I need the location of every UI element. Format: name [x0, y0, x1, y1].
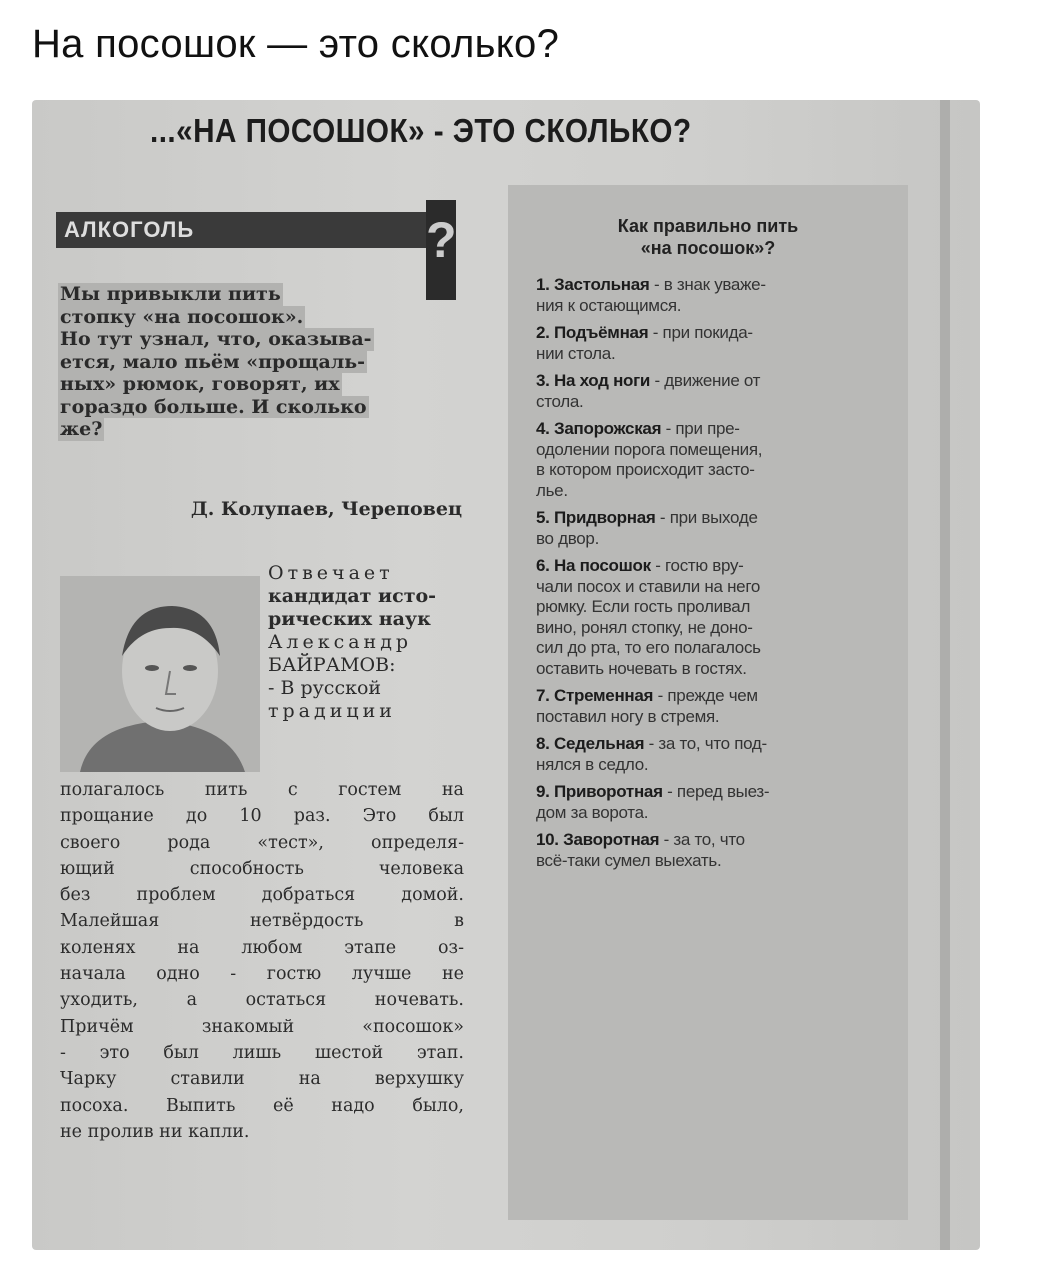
item-line: вино, ронял стопку, не доно-: [536, 617, 753, 637]
item-line: сил до рта, то его полагалось: [536, 638, 761, 657]
body-line: коленях на любом этапе оз-: [60, 937, 464, 958]
item-line: стола.: [536, 391, 584, 411]
body-line: ющий способность человека: [60, 858, 464, 879]
item-number: 10.: [536, 830, 559, 849]
item-first-line: [536, 830, 906, 851]
item-text: - прежде чем: [653, 686, 758, 705]
question-line: Но тут узнал, что, оказыва-: [60, 328, 372, 350]
item-number: 5.: [536, 508, 550, 527]
item-first-line: [536, 556, 906, 577]
item-text: - за то, что под-: [644, 734, 767, 753]
rubric-label: АЛКОГОЛЬ: [56, 212, 426, 248]
item-text: - при пре-: [661, 419, 740, 438]
post-title: На посошок — это сколько?: [32, 22, 560, 66]
item-line: ния к остающимся.: [536, 295, 682, 315]
body-line: прощание до 10 раз. Это был: [60, 806, 464, 827]
intro-line: традиции: [268, 700, 396, 722]
expert-photo: [60, 576, 260, 772]
item-line: во двор.: [536, 528, 600, 548]
body-line: без проблем добраться домой.: [60, 885, 464, 906]
item-line: лье.: [536, 480, 568, 500]
item-first-line: [536, 371, 906, 392]
intro-line: Александр: [268, 631, 413, 653]
list-item: [536, 419, 906, 501]
intro-line: кандидат исто-: [268, 585, 437, 607]
item-number: 9.: [536, 782, 550, 801]
list-item: [536, 686, 906, 727]
item-text: - в знак уваже-: [649, 275, 766, 294]
item-first-line: [536, 275, 906, 296]
body-line: начала одно - гостю лучше не: [60, 964, 464, 985]
item-name: Стременная: [554, 686, 654, 705]
question-mark-icon: ?: [426, 200, 456, 300]
item-text: - при выходе: [655, 508, 758, 527]
item-number: 6.: [536, 556, 550, 575]
item-name: Приворотная: [554, 782, 663, 801]
intro-line: Отвечает: [268, 562, 394, 584]
body-line: своего рода «тест», определя-: [60, 832, 464, 853]
item-line: оставить ночевать в гостях.: [536, 658, 747, 678]
item-text: - движение от: [650, 371, 761, 390]
list-item: [536, 323, 906, 364]
item-first-line: [536, 508, 906, 529]
item-name: На ход ноги: [554, 371, 651, 390]
item-name: Подъёмная: [554, 323, 649, 342]
item-first-line: [536, 323, 906, 344]
body-line: Причём знакомый «посошок»: [60, 1016, 464, 1037]
item-number: 2.: [536, 323, 550, 342]
item-name: Придворная: [554, 508, 656, 527]
item-line: в котором происходит засто-: [536, 460, 755, 479]
item-first-line: [536, 782, 906, 803]
item-first-line: [536, 686, 906, 707]
list-item: [536, 275, 906, 316]
item-number: 4.: [536, 419, 550, 438]
list-item: [536, 830, 906, 871]
question-line: ных» рюмок, говорят, их: [60, 373, 340, 395]
question-line-wrap: [58, 283, 460, 306]
body-line: Чарку ставили на верхушку: [60, 1069, 464, 1090]
sidebar-title-line: «на посошок»?: [640, 238, 776, 258]
question-author: Д. Колупаев, Череповец: [190, 498, 462, 520]
body-line: посоха. Выпить её надо было,: [60, 1095, 464, 1116]
list-item: [536, 371, 906, 412]
question-line-wrap: [58, 351, 460, 374]
sidebar-box: [508, 185, 908, 1220]
question-line: ется, мало пьём «прощаль-: [60, 350, 365, 373]
item-text: - перед выез-: [662, 782, 770, 801]
item-first-line: [536, 419, 906, 440]
item-number: 7.: [536, 686, 550, 705]
item-name: Запорожская: [554, 419, 662, 438]
item-line: дом за ворота.: [536, 802, 649, 822]
question-line-wrap: [58, 396, 460, 419]
list-item: [536, 782, 906, 823]
body-line: не пролив ни капли.: [60, 1121, 250, 1142]
item-number: 1.: [536, 275, 550, 294]
article-body: [60, 777, 464, 1145]
question-line-wrap: [58, 418, 460, 441]
toast-list: [536, 275, 906, 871]
question-line: стопку «на посошок».: [60, 305, 304, 328]
item-name: Заворотная: [563, 830, 660, 849]
reader-question: [58, 283, 460, 441]
body-line: - это был лишь шестой этап.: [60, 1042, 464, 1063]
item-first-line: [536, 734, 906, 755]
body-line: Малейшая нетвёрдость в: [60, 911, 464, 932]
item-line: нялся в седло.: [536, 754, 649, 774]
list-item: [536, 734, 906, 775]
item-line: нии стола.: [536, 343, 616, 363]
item-line: рюмку. Если гость проливал: [536, 597, 751, 616]
question-line: гораздо больше. И сколько: [60, 395, 367, 418]
sidebar-title-line: Как правильно пить: [617, 216, 799, 236]
list-item: [536, 508, 906, 549]
intro-line: БАЙРАМОВ:: [268, 654, 396, 676]
sidebar-title: [508, 215, 908, 259]
newspaper-clipping: [32, 100, 980, 1250]
expert-intro: [268, 562, 466, 723]
list-item: [536, 556, 906, 679]
body-line: уходить, а остаться ночевать.: [60, 990, 464, 1011]
item-line: всё-таки сумел выехать.: [536, 850, 722, 870]
body-line: полагалось пить с гостем на: [60, 780, 464, 800]
question-line: же?: [60, 418, 103, 440]
question-line-wrap: [58, 306, 460, 329]
item-line: поставил ногу в стремя.: [536, 706, 720, 726]
question-line: Мы привыкли пить: [60, 283, 281, 305]
item-text: - при покида-: [648, 323, 753, 342]
item-number: 8.: [536, 734, 550, 753]
article-headline: ...«НА ПОСОШОК» - ЭТО СКОЛЬКО?: [150, 112, 692, 149]
item-line: чали посох и ставили на него: [536, 576, 761, 596]
item-line: одолении порога помещения,: [536, 439, 763, 459]
item-text: - за то, что: [659, 830, 745, 849]
question-line-wrap: [58, 373, 460, 396]
item-number: 3.: [536, 371, 550, 390]
page-edge: [940, 100, 950, 1250]
item-name: Седельная: [554, 734, 645, 753]
item-name: На посошок: [554, 556, 651, 575]
item-name: Застольная: [554, 275, 650, 294]
item-text: - гостю вру-: [650, 556, 744, 575]
intro-line: - В русской: [268, 677, 382, 699]
intro-line: рических наук: [268, 608, 431, 630]
question-line-wrap: [58, 328, 460, 351]
